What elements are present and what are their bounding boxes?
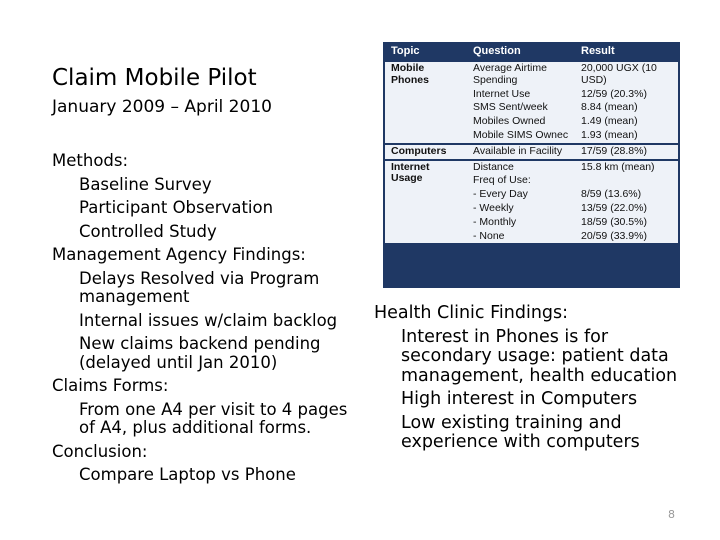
question-cell: Mobile SIMS Ownec	[467, 129, 575, 144]
header-topic: Topic	[385, 44, 467, 61]
topic-cell: Internet Usage	[385, 160, 467, 244]
right-content	[374, 304, 704, 457]
table-row	[385, 160, 678, 175]
clinic-item: High interest in Computers	[401, 389, 638, 409]
result-cell: 20/59 (33.9%)	[575, 230, 678, 244]
question-cell: SMS Sent/week	[467, 101, 575, 115]
table-row	[385, 61, 678, 88]
conclusion-heading: Conclusion:	[52, 441, 148, 461]
question-cell: Internet Use	[467, 88, 575, 102]
clinic-item: Interest in Phones is for secondary usage: patient data management, health education	[401, 326, 678, 386]
clinic-item: Low existing training and experience with computers	[401, 412, 640, 452]
result-cell: 1.49 (mean)	[575, 115, 678, 129]
header-question: Question	[467, 44, 575, 61]
question-cell: - Weekly	[467, 202, 575, 216]
result-cell: 15.8 km (mean)	[575, 160, 678, 175]
question-cell: - Monthly	[467, 216, 575, 230]
left-content	[52, 152, 352, 490]
page-number: 8	[668, 508, 675, 521]
topic-cell: Computers	[385, 144, 467, 160]
result-cell: 8/59 (13.6%)	[575, 188, 678, 202]
table-header-row	[385, 44, 678, 61]
results-table	[385, 44, 678, 243]
methods-item: Participant Observation	[79, 198, 274, 217]
question-cell: Average Airtime Spending	[467, 61, 575, 88]
question-cell: Available in Facility	[467, 144, 575, 160]
agency-item: Delays Resolved via Program management	[79, 268, 320, 306]
result-cell: 1.93 (mean)	[575, 129, 678, 144]
conclusion-item: Compare Laptop vs Phone	[79, 465, 296, 484]
question-cell: - None	[467, 230, 575, 244]
result-cell: 18/59 (30.5%)	[575, 216, 678, 230]
question-cell: Distance	[467, 160, 575, 175]
claims-heading: Claims Forms:	[52, 376, 169, 395]
result-cell: 8.84 (mean)	[575, 101, 678, 115]
question-cell: Freq of Use:	[467, 174, 575, 188]
agency-heading: Management Agency Findings:	[52, 245, 306, 264]
clinic-heading: Health Clinic Findings:	[374, 303, 569, 323]
methods-heading: Methods:	[52, 151, 129, 170]
header-result: Result	[575, 44, 678, 61]
question-cell: Mobiles Owned	[467, 115, 575, 129]
agency-item: Internal issues w/claim backlog	[79, 310, 338, 330]
result-cell	[575, 174, 678, 188]
slide-subtitle: January 2009 – April 2010	[52, 97, 272, 117]
question-cell: - Every Day	[467, 188, 575, 202]
result-cell: 20,000 UGX (10 USD)	[575, 61, 678, 88]
claims-item: From one A4 per visit to 4 pages of A4, plus additional forms.	[79, 399, 348, 437]
survey-results-table	[383, 42, 680, 288]
result-cell: 17/59 (28.8%)	[575, 144, 678, 160]
table-row	[385, 144, 678, 160]
result-cell: 13/59 (22.0%)	[575, 202, 678, 216]
methods-item: Baseline Survey	[79, 174, 212, 194]
result-cell: 12/59 (20.3%)	[575, 88, 678, 102]
topic-cell: Mobile Phones	[385, 61, 467, 144]
agency-item: New claims backend pending (delayed until Jan 2010)	[79, 334, 321, 372]
methods-item: Controlled Study	[79, 221, 217, 241]
slide-title: Claim Mobile Pilot	[52, 65, 257, 91]
